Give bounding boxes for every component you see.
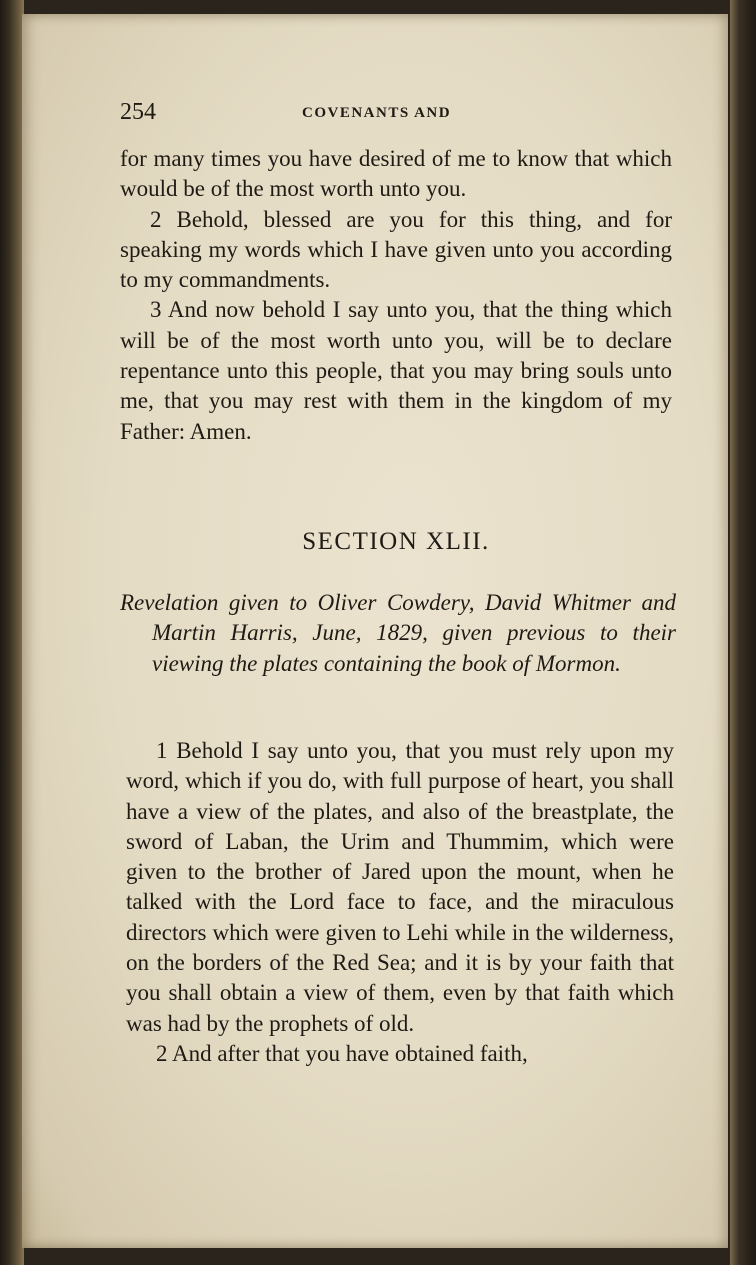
verse-paragraph: 2 Behold, blessed are you for this thing, and for speaking my words which I have given unto you according to my commandments.	[120, 206, 672, 293]
section-headnote: Revelation given to Oliver Cowdery, David Whitmer and Martin Harris, June, 1829, given previous to their viewing the plates containing the book of Mormon.	[120, 590, 676, 676]
page-header	[120, 99, 680, 129]
section-heading: SECTION XLII.	[302, 528, 490, 555]
book-binding-right	[730, 0, 756, 1265]
page-number: 254	[120, 99, 156, 125]
book-page	[22, 14, 728, 1248]
previous-section-text	[120, 144, 672, 447]
verse-paragraph: 3 And now behold I say unto you, that the thing which will be of the most worth unto you, will be to declare repentance unto this people, that you may bring souls unto me, that you may rest with them in the kingdom of my Father: Amen.	[120, 297, 672, 444]
book-binding-left	[0, 0, 24, 1265]
section-text	[126, 736, 674, 1069]
continuation-paragraph: for many times you have desired of me to know that which would be of the most worth unto you.	[120, 146, 672, 202]
verse-paragraph: 2 And after that you have obtained faith,	[156, 1040, 528, 1066]
running-head: COVENANTS AND	[302, 105, 452, 121]
verse-paragraph: 1 Behold I say unto you, that you must rely upon my word, which if you do, with full purpose of heart, you shall have a view of the plates, and also of the breastplate, the sword of Laban, the Urim and Thummim, which were given to the brother of Jared upon the mount, when he talked with the Lord face to face, and the miraculous directors which were given to Lehi while in the wilderness, on the borders of the Red Sea; and it is by your faith that you shall obtain a view of them, even by that faith which was had by the prophets of old.	[126, 738, 674, 1036]
